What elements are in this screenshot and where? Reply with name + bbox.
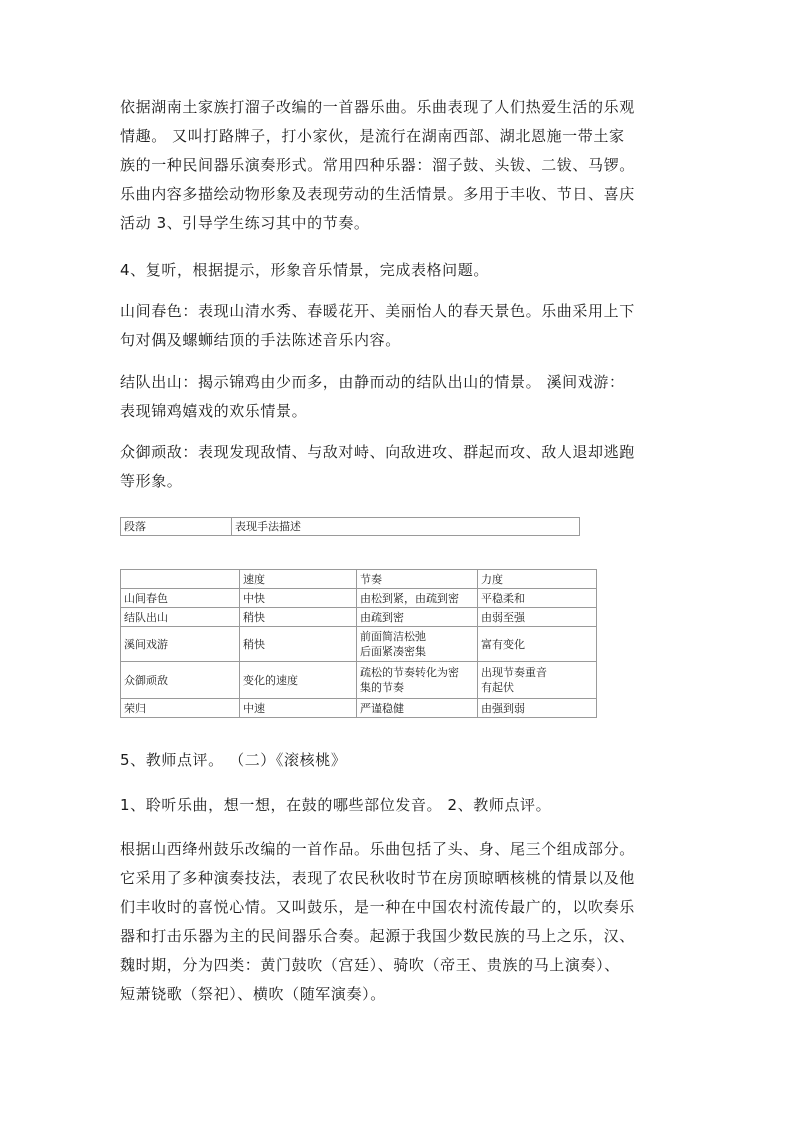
text-line: 结队出山：揭示锦鸡由少而多，由静而动的结队出山的情景。 溪间戏游： — [120, 373, 625, 391]
paragraph-step-5 — [120, 746, 680, 775]
text-line: 4、复听，根据提示，形象音乐情景，完成表格问题。 — [120, 261, 489, 279]
table-header-row — [121, 570, 597, 589]
table-header-cell — [121, 570, 240, 589]
text-line: 依据湖南土家族打溜子改编的一首器乐曲。乐曲表现了人们热爱生活的乐观 — [120, 98, 635, 116]
table-header-cell: 节奏 — [357, 570, 478, 589]
dynamics-cell: 富有变化 — [478, 627, 597, 662]
rhythm-line: 疏松的节奏转化为密 — [360, 666, 459, 679]
text-line: 们丰收时的喜悦心情。又叫鼓乐，是一种在中国农村流传最广的，以吹奏乐 — [120, 898, 635, 916]
text-line: 器和打击乐器为主的民间器乐合奏。起源于我国少数民族的马上之乐，汉、 — [120, 927, 635, 945]
speed-cell: 稍快 — [240, 627, 357, 662]
paragraph-listening-task — [120, 791, 680, 820]
speed-cell: 中快 — [240, 589, 357, 608]
text-line: 众御顽敌：表现发现敌情、与敌对峙、向敌进攻、群起而攻、敌人退却逃跑 — [120, 443, 635, 461]
music-analysis-table — [120, 569, 597, 718]
paragraph-jiedui-chushan — [120, 368, 680, 426]
table-row — [121, 589, 597, 608]
table-row — [121, 699, 597, 718]
speed-cell: 稍快 — [240, 608, 357, 627]
speed-cell: 变化的速度 — [240, 662, 357, 699]
rhythm-line: 后面紧凑密集 — [360, 645, 426, 658]
dynamics-cell: 由强到弱 — [478, 699, 597, 718]
paragraph-jiangzhou-drum — [120, 835, 680, 1009]
text-line: 表现锦鸡嬉戏的欢乐情景。 — [120, 402, 308, 420]
speed-cell: 中速 — [240, 699, 357, 718]
rhythm-cell — [357, 662, 478, 699]
table-row — [121, 608, 597, 627]
paragraph-tujia-music — [120, 93, 680, 238]
text-line: 短萧铙歌（祭祀）、横吹（随军演奏）。 — [120, 985, 386, 1003]
text-line: 等形象。 — [120, 472, 183, 490]
header-cell-segment: 段落 — [121, 518, 232, 536]
paragraph-shanjian-chunse — [120, 297, 680, 355]
segment-cell: 荣归 — [121, 699, 240, 718]
table-row — [121, 662, 597, 699]
rhythm-line: 集的节奏 — [360, 681, 404, 694]
table-header-cell: 力度 — [478, 570, 597, 589]
rhythm-line: 前面简洁松弛 — [360, 630, 426, 643]
rhythm-cell: 由松到紧，由疏到密 — [357, 589, 478, 608]
text-line: 句对偶及螺蛳结顶的手法陈述音乐内容。 — [120, 331, 401, 349]
text-line: 魏时期，分为四类：黄门鼓吹（宫廷）、骑吹（帝王、贵族的马上演奏）、 — [120, 956, 620, 974]
table-row — [121, 627, 597, 662]
text-line: 根据山西绛州鼓乐改编的一首作品。乐曲包括了头、身、尾三个组成部分。 — [120, 840, 635, 858]
text-line: 乐曲内容多描绘动物形象及表现劳动的生活情景。多用于丰收、节日、喜庆 — [120, 185, 635, 203]
dynamics-line: 有起伏 — [481, 681, 514, 694]
paragraph-step-4 — [120, 256, 680, 285]
paragraph-zhongyu-wandi — [120, 438, 680, 496]
segment-cell: 山间春色 — [121, 589, 240, 608]
segment-cell: 众御顽敌 — [121, 662, 240, 699]
rhythm-cell: 严谨稳健 — [357, 699, 478, 718]
segment-cell: 结队出山 — [121, 608, 240, 627]
section-header-table — [120, 517, 580, 536]
table-header-cell: 速度 — [240, 570, 357, 589]
rhythm-cell — [357, 627, 478, 662]
dynamics-line: 出现节奏重音 — [481, 666, 547, 679]
text-line: 5、教师点评。 （二）《滚核桃》 — [120, 751, 347, 769]
segment-cell: 溪间戏游 — [121, 627, 240, 662]
text-line: 它采用了多种演奏技法，表现了农民秋收时节在房顶晾晒核桃的情景以及他 — [120, 869, 635, 887]
rhythm-cell: 由疏到密 — [357, 608, 478, 627]
dynamics-cell: 由弱至强 — [478, 608, 597, 627]
text-line: 族的一种民间器乐演奏形式。常用四种乐器：溜子鼓、头钹、二钹、马锣。 — [120, 156, 635, 174]
text-line: 情趣。 又叫打路牌子，打小家伙，是流行在湖南西部、湖北恩施一带土家 — [120, 127, 625, 145]
text-line: 1、聆听乐曲，想一想，在鼓的哪些部位发音。 2、教师点评。 — [120, 796, 552, 814]
text-line: 山间春色：表现山清水秀、春暖花开、美丽怡人的春天景色。乐曲采用上下 — [120, 302, 635, 320]
dynamics-cell: 平稳柔和 — [478, 589, 597, 608]
header-cell-description: 表现手法描述 — [232, 518, 580, 536]
text-line: 活动 3、引导学生练习其中的节奏。 — [120, 214, 370, 232]
dynamics-cell — [478, 662, 597, 699]
